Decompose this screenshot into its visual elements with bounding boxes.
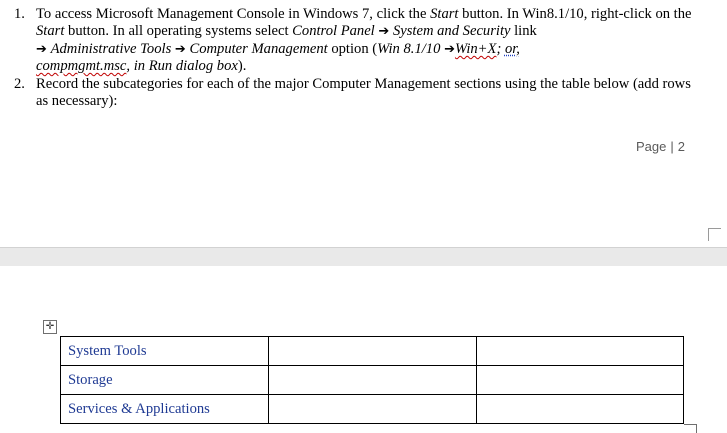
table-cell[interactable] xyxy=(477,366,684,395)
list-item xyxy=(14,76,704,111)
subcategories-table xyxy=(60,336,684,424)
step-text-emphasis: or, xyxy=(504,40,520,57)
step-text-emphasis: compmgmt.msc xyxy=(36,58,127,75)
step-text-emphasis: ; xyxy=(496,40,505,57)
step-text-emphasis: Start xyxy=(430,6,459,22)
list-number: 2. xyxy=(14,75,25,92)
step-text-emphasis: System and Security xyxy=(392,23,511,40)
table-cell[interactable] xyxy=(269,366,477,395)
step-text-emphasis: in Run dialog box xyxy=(130,58,238,75)
step-text: option ( xyxy=(327,40,378,57)
step-text: link xyxy=(510,23,537,40)
right-arrow-icon: ➔ xyxy=(36,41,47,57)
table-cell[interactable] xyxy=(269,337,477,366)
table-row xyxy=(61,337,684,366)
step-text-emphasis: Control Panel xyxy=(292,23,375,40)
step-text: To access Microsoft Management Console in Windows 7, click the xyxy=(36,6,431,22)
table-cell[interactable] xyxy=(477,337,684,366)
right-arrow-icon: ➔ xyxy=(378,24,390,40)
step-text-emphasis: Win 8.1/10 xyxy=(377,40,441,57)
table-cell[interactable]: Services & Applications xyxy=(61,395,269,424)
page-break-gap xyxy=(0,247,727,268)
right-arrow-icon: ➔ xyxy=(174,41,186,57)
move-icon[interactable]: ✛ xyxy=(43,320,57,334)
list-number: 1. xyxy=(14,6,25,22)
page-corner-mark-icon xyxy=(708,228,721,241)
table-cell[interactable]: Storage xyxy=(61,366,269,395)
table-cell[interactable] xyxy=(269,395,477,424)
step-text-emphasis: Win+X xyxy=(454,40,497,57)
step-text-emphasis: Computer Management xyxy=(189,40,328,57)
step-text-emphasis: Administrative Tools xyxy=(50,40,172,57)
instruction-list xyxy=(14,6,704,110)
table-cell[interactable]: System Tools xyxy=(61,337,269,366)
step-text: button. In all operating systems select xyxy=(64,23,293,40)
table-cell[interactable] xyxy=(477,395,684,424)
step-text-emphasis: Start xyxy=(36,23,65,40)
page-label: Page xyxy=(636,139,667,154)
step-text-emphasis: , xyxy=(126,58,131,75)
step-text: button. In Win8.1/10, right-click on the xyxy=(458,6,692,22)
page-number-footer xyxy=(636,139,685,154)
list-item xyxy=(14,6,704,76)
step-text: Record the subcategories for each of the major Computer Management sections using the table below (add rows as necessary): xyxy=(36,75,691,110)
right-arrow-icon: ➔ xyxy=(444,41,455,57)
step-text: ). xyxy=(237,58,247,75)
table-row xyxy=(61,366,684,395)
table-row xyxy=(61,395,684,424)
footer-separator: | xyxy=(670,139,674,154)
page-number: 2 xyxy=(677,139,685,154)
